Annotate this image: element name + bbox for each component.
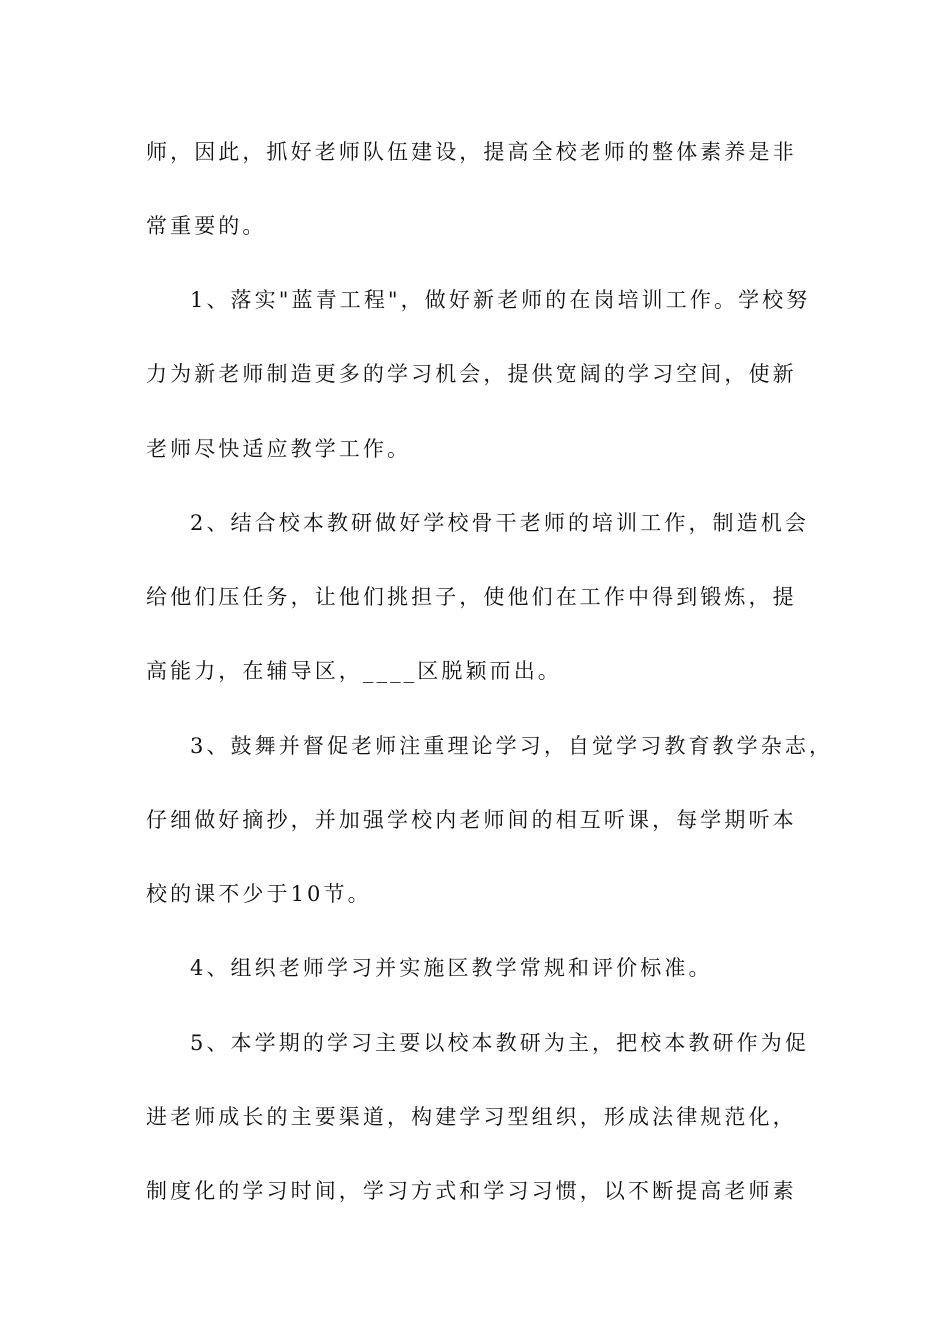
text-line-2: 常重要的。 xyxy=(146,214,267,238)
paragraph-1-line-2: 力为新老师制造更多的学习机会，提供宽阔的学习空间，使新 xyxy=(146,362,797,386)
paragraph-3-line-3: 校的课不少于10节。 xyxy=(146,882,372,906)
paragraph-5-line-2: 进老师成长的主要渠道，构建学习型组织，形成法律规范化， xyxy=(146,1105,797,1129)
paragraph-1-line-3: 老师尽快适应教学工作。 xyxy=(146,437,412,461)
paragraph-5-line-3: 制度化的学习时间，学习方式和学习习惯，以不断提高老师素 xyxy=(146,1179,797,1203)
paragraph-4-line-1: 4、组织老师学习并实施区教学常规和评价标准。 xyxy=(190,956,713,980)
paragraph-3-line-1: 3、鼓舞并督促老师注重理论学习，自觉学习教育教学杂志， xyxy=(190,734,834,758)
paragraph-2-line-1: 2、结合校本教研做好学校骨干老师的培训工作，制造机会 xyxy=(190,511,809,535)
text-line-1: 师，因此，抓好老师队伍建设，提高全校老师的整体素养是非 xyxy=(146,140,797,164)
paragraph-1-line-1: 1、落实"蓝青工程"，做好新老师的在岗培训工作。学校努 xyxy=(190,288,811,312)
paragraph-5-line-1: 5、本学期的学习主要以校本教研为主，把校本教研作为促 xyxy=(190,1031,809,1055)
paragraph-2-line-2: 给他们压任务，让他们挑担子，使他们在工作中得到锻炼，提 xyxy=(146,585,797,609)
paragraph-3-line-2: 仔细做好摘抄，并加强学校内老师间的相互听课，每学期听本 xyxy=(146,808,797,832)
paragraph-2-line-3: 高能力，在辅导区，____区脱颖而出。 xyxy=(146,659,562,683)
